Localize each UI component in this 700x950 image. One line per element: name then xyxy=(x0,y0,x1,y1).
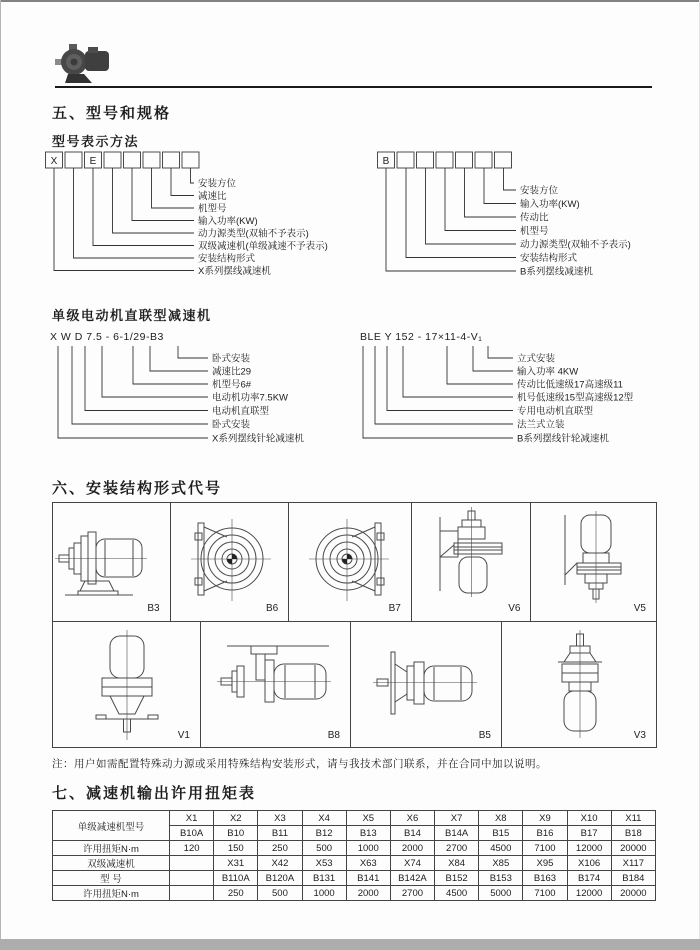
table-cell: 2700 xyxy=(435,841,479,856)
b-code-label: 动力源类型(双轴不予表示) xyxy=(520,239,631,251)
table-cell: X84 xyxy=(435,856,479,871)
table-cell: X4 xyxy=(302,811,346,826)
x-code-label: 双级减速机(单级减速不予表示) xyxy=(198,241,328,252)
mount-cell-b3 xyxy=(53,503,171,621)
table-row xyxy=(53,871,656,886)
table-cell: X31 xyxy=(214,856,258,871)
xwd-label: 减速比29 xyxy=(212,366,252,378)
table-cell: B141 xyxy=(346,871,390,886)
table-cell: X3 xyxy=(258,811,302,826)
ble-label: 传动比低速级17高速级11 xyxy=(517,379,623,391)
x-series-code-diagram xyxy=(44,150,366,284)
xwd-label: X系列摆线针轮减速机 xyxy=(212,433,304,445)
table-cell: B142A xyxy=(390,871,434,886)
table-cell: 250 xyxy=(214,886,258,901)
table-cell: 500 xyxy=(302,841,346,856)
xwd-label: 卧式安装 xyxy=(212,353,251,365)
table-cell: 2700 xyxy=(390,886,434,901)
table-cell: X6 xyxy=(390,811,434,826)
mount-code: B8 xyxy=(327,730,340,741)
model-method-title: 型号表示方法 xyxy=(52,134,140,149)
mount-code: B5 xyxy=(478,730,491,741)
mount-cell-v6 xyxy=(412,503,532,621)
table-cell: X7 xyxy=(435,811,479,826)
x-code-label: 减速比 xyxy=(198,191,227,202)
code-box-letter: B xyxy=(382,156,390,167)
table-cell: B11 xyxy=(258,826,302,841)
mount-cell-b8 xyxy=(201,622,351,748)
mount-code: B7 xyxy=(388,603,401,614)
table-cell: B152 xyxy=(435,871,479,886)
b-code-label: 传动比 xyxy=(520,212,549,224)
mount-code: V6 xyxy=(508,603,521,614)
table-cell: X8 xyxy=(479,811,523,826)
table-cell: X42 xyxy=(258,856,302,871)
table-cell: B14 xyxy=(390,826,434,841)
table-cell: B10A xyxy=(170,826,214,841)
mount-structure-grid xyxy=(52,502,657,748)
xwd-label: 机型号6# xyxy=(212,379,252,391)
table-cell: B174 xyxy=(567,871,611,886)
table-cell: 7100 xyxy=(523,886,567,901)
table-cell: X85 xyxy=(479,856,523,871)
table-cell: 4500 xyxy=(435,886,479,901)
note-text: 注：用户如需配置特殊动力源或采用特殊结构安装形式，请与我技术部门联系，并在合同中加以说明。 xyxy=(52,758,547,770)
table-cell: B18 xyxy=(611,826,655,841)
mount-code: B6 xyxy=(265,603,279,614)
row-label: 型 号 xyxy=(53,871,170,886)
b-series-code-diagram xyxy=(376,150,698,284)
table-cell: B184 xyxy=(611,871,655,886)
mount-cell-b5 xyxy=(351,622,502,748)
table-cell xyxy=(170,886,214,901)
mount-cell-b7 xyxy=(289,503,412,621)
gearmotor-photo xyxy=(54,38,118,88)
ble-label: 输入功率 4KW xyxy=(517,366,579,378)
ble-code: BLE Y 152 - 17×11-4-V₁ xyxy=(360,331,483,343)
table-cell: B12 xyxy=(302,826,346,841)
table-cell: 120 xyxy=(170,841,214,856)
table-cell: 20000 xyxy=(611,841,655,856)
xwd-code: X W D 7.5 - 6-1/29-B3 xyxy=(50,331,164,343)
code-box-letter: X xyxy=(50,156,58,167)
table-cell: B110A xyxy=(214,871,258,886)
code-box-letter: E xyxy=(89,156,97,167)
table-cell: X63 xyxy=(346,856,390,871)
table-cell: 1000 xyxy=(302,886,346,901)
table-cell: X1 xyxy=(170,811,214,826)
xwd-label: 卧式安装 xyxy=(212,419,251,431)
table-cell: X117 xyxy=(611,856,655,871)
x-code-label: X系列摆线减速机 xyxy=(198,266,271,277)
table-cell: B14A xyxy=(435,826,479,841)
table-cell: 1000 xyxy=(346,841,390,856)
table-cell: X5 xyxy=(346,811,390,826)
mount-drawing-b5 xyxy=(351,622,500,747)
table-cell: B15 xyxy=(479,826,523,841)
b-code-label: B系列摆线减速机 xyxy=(520,266,593,278)
table-cell: 5000 xyxy=(479,886,523,901)
table-cell: 500 xyxy=(258,886,302,901)
table-row xyxy=(53,856,656,871)
single-direct-title: 单级电动机直联型减速机 xyxy=(52,308,212,323)
table-row xyxy=(53,886,656,901)
page-left-edge xyxy=(0,0,1,950)
table-cell xyxy=(170,871,214,886)
table-cell: X106 xyxy=(567,856,611,871)
x-code-label: 机型号 xyxy=(198,203,227,215)
table-cell: X74 xyxy=(390,856,434,871)
page-top-edge xyxy=(0,0,700,2)
table-cell: B120A xyxy=(258,871,302,886)
section6-title: 六、安装结构形式代号 xyxy=(52,480,223,497)
mount-drawing-v3 xyxy=(502,622,654,747)
b-code-label: 安装方位 xyxy=(520,185,559,197)
ble-example-diagram xyxy=(358,326,690,452)
section7-title: 七、减速机输出许用扭矩表 xyxy=(52,785,257,802)
header-rule xyxy=(55,86,652,88)
torque-table xyxy=(52,810,656,901)
table-row xyxy=(53,811,656,826)
table-cell: 12000 xyxy=(567,886,611,901)
table-cell: 2000 xyxy=(390,841,434,856)
table-cell: B10 xyxy=(214,826,258,841)
table-cell: 7100 xyxy=(523,841,567,856)
x-code-label: 安装方位 xyxy=(198,178,237,190)
table-cell xyxy=(170,856,214,871)
mount-cell-b6 xyxy=(171,503,290,621)
ble-label: 法兰式立装 xyxy=(517,419,565,431)
mount-code: B3 xyxy=(147,603,160,614)
b-code-label: 输入功率(KW) xyxy=(520,199,580,210)
table-cell: 150 xyxy=(214,841,258,856)
table-cell: X9 xyxy=(523,811,567,826)
ble-label: 专用电动机直联型 xyxy=(517,406,594,417)
mount-cell-v5 xyxy=(531,503,656,621)
table-cell: 4500 xyxy=(479,841,523,856)
x-code-label: 输入功率(KW) xyxy=(198,216,258,227)
table-cell: 2000 xyxy=(346,886,390,901)
mount-code: V5 xyxy=(633,603,646,614)
page-bottom-edge xyxy=(0,939,700,950)
x-code-label: 动力源类型(双轴不予表示) xyxy=(198,228,309,240)
row-label: 许用扭矩N·m xyxy=(53,841,170,856)
table-cell: 250 xyxy=(258,841,302,856)
table-cell: X10 xyxy=(567,811,611,826)
ble-label: 立式安装 xyxy=(517,353,556,365)
mount-code: V1 xyxy=(177,730,190,741)
table-cell: B16 xyxy=(523,826,567,841)
mount-drawing-b8 xyxy=(201,622,349,747)
row-label: 双级减速机 xyxy=(53,856,170,871)
table-cell: X95 xyxy=(523,856,567,871)
table-row xyxy=(53,841,656,856)
mount-drawing-v1 xyxy=(53,622,199,747)
table-cell: 12000 xyxy=(567,841,611,856)
section5-title: 五、型号和规格 xyxy=(52,105,172,122)
mount-cell-v1 xyxy=(53,622,201,748)
table-cell: B153 xyxy=(479,871,523,886)
xwd-label: 电动机功率7.5KW xyxy=(212,392,289,404)
ble-label: 机号低速级15型高速级12型 xyxy=(517,392,634,404)
xwd-label: 电动机直联型 xyxy=(212,406,270,417)
row-label: 单级减速机型号 xyxy=(53,811,170,841)
table-cell: X2 xyxy=(214,811,258,826)
table-cell: B131 xyxy=(302,871,346,886)
table-cell: B13 xyxy=(346,826,390,841)
table-cell: B17 xyxy=(567,826,611,841)
row-label: 许用扭矩N·m xyxy=(53,886,170,901)
ble-label: B系列摆线针轮减速机 xyxy=(517,433,609,445)
b-code-label: 安装结构形式 xyxy=(520,253,578,264)
mount-cell-v3 xyxy=(502,622,656,748)
table-cell: X53 xyxy=(302,856,346,871)
xwd-example-diagram xyxy=(48,326,360,452)
table-cell: 20000 xyxy=(611,886,655,901)
table-cell: B163 xyxy=(523,871,567,886)
b-code-label: 机型号 xyxy=(520,226,549,237)
table-cell: X11 xyxy=(611,811,655,826)
mount-code: V3 xyxy=(633,730,646,741)
x-code-label: 安装结构形式 xyxy=(198,253,256,265)
